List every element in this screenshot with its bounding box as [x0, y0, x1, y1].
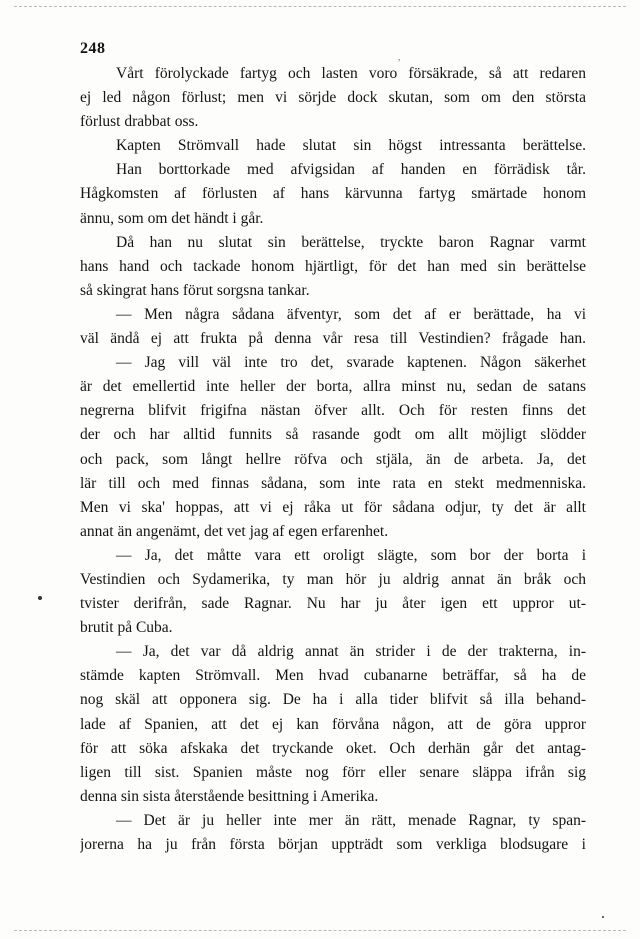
text-line: annat än angenämt, det vet jag af egen erfarenhet. [80, 522, 389, 540]
page-number: 248 [80, 40, 106, 57]
text-line: för att söka afskaka det tryckande oket. Och derhän går det antag- [80, 739, 586, 757]
body-text [80, 62, 586, 857]
text-line: jorerna ha ju från första början uppträdt som verkliga blodsugare i [80, 836, 586, 853]
text-line: denna sin sista återstående besittning i Amerika. [80, 787, 379, 805]
text-line: är det emellertid inte heller der borta, allra minst nu, sedan de satans [80, 378, 586, 396]
text-line: der och har alltid funnits så rasande godt om allt möjligt slödder [80, 426, 586, 444]
text-line: — Det är ju heller inte mer än rätt, menade Ragnar, ty span- [116, 811, 586, 829]
text-line: Hågkomsten af förlusten af hans kärvunna fartyg smärtade honom [80, 185, 586, 203]
text-line: Men vi ska' hoppas, att vi ej råka ut för sådana odjur, ty det är allt [80, 498, 586, 516]
text-line: Kapten Strömvall hade slutat sin högst intressanta berättelse. [116, 137, 586, 155]
text-line: Då han nu slutat sin berättelse, tryckte baron Ragnar varmt [116, 233, 586, 251]
text-line: — Ja, det måtte vara ett oroligt slägte, som bor der borta i [116, 546, 586, 564]
page-mark: , [398, 52, 401, 62]
text-line: — Jag vill väl inte tro det, svarade kaptenen. Någon säkerhet [116, 354, 586, 372]
text-line: så skingrat hans förut sorgsna tankar. [80, 281, 310, 299]
text-line: och pack, som långt hellre röfva och stjäla, än de arbeta. Ja, det [80, 450, 586, 468]
text-line: ej led någon förlust; men vi sörjde dock skutan, som om den största [80, 89, 586, 107]
text-line: lär till och med finnas sådana, som inte rata en stekt medmenniska. [80, 474, 586, 492]
text-line: stämde kapten Strömvall. Men hvad cubanarne beträffar, så ha de [80, 667, 586, 685]
text-line: tvister derifrån, sade Ragnar. Nu har ju åter igen ett uppror ut- [80, 595, 586, 613]
text-line: hans hand och tackade honom hjärtligt, för det han med sin berättelse [80, 257, 586, 275]
text-line: — Ja, det var då aldrig annat än strider i de der trakterna, in- [116, 643, 586, 661]
text-line: — Men några sådana äfventyr, som det af er berättade, ha vi [116, 305, 586, 323]
text-line: Han borttorkade med afvigsidan af handen en förrädisk tår. [116, 161, 586, 179]
margin-speck [38, 596, 42, 600]
text-line: lade af Spanien, att det ej kan förvåna någon, att de göra uppror [80, 715, 586, 733]
text-line: brutit på Cuba. [80, 619, 173, 637]
text-line: ännu, som om det händt i går. [80, 209, 264, 227]
text-line: väl ändå ej att frukta på denna vår resa till Vestindien? frågade han. [80, 330, 586, 348]
text-line: förlust drabbat oss. [80, 113, 199, 131]
text-line: negrerna blifvit frigifna nästan öfver allt. Och för resten finns det [80, 402, 586, 420]
bottom-scan-edge [14, 930, 626, 931]
print-speck [602, 916, 604, 918]
text-line: ligen till sist. Spanien måste nog förr eller senare släppa ifrån sig [80, 763, 586, 781]
text-line: nog skäl att opponera sig. De ha i alla tider blifvit så illa behand- [80, 691, 586, 709]
text-line: Vestindien och Sydamerika, ty man hör ju aldrig annat än bråk och [80, 570, 586, 588]
top-scan-edge [14, 6, 626, 7]
text-line: Vårt förolyckade fartyg och lasten voro försäkrade, så att redaren [116, 65, 586, 82]
